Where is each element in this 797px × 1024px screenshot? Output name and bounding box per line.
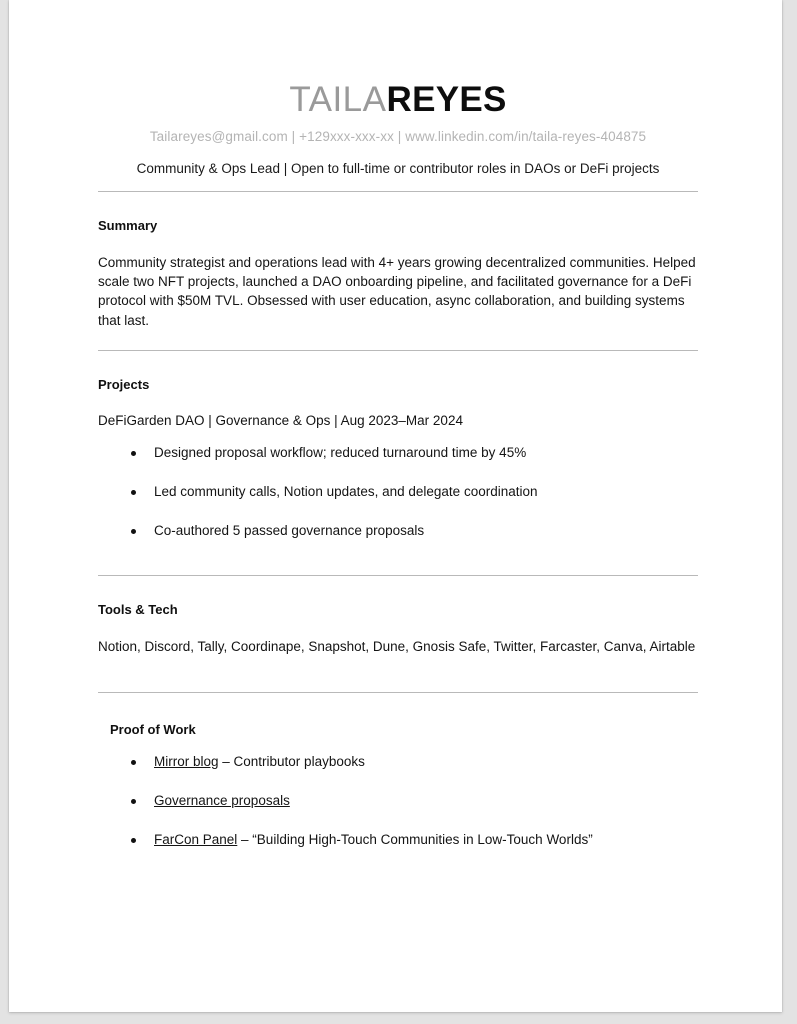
section-projects: [98, 377, 698, 540]
bullet-dot-icon: [131, 799, 136, 804]
bullet-dot-icon: [131, 529, 136, 534]
bullet-dot-icon: [131, 451, 136, 456]
section-heading-proof-of-work: Proof of Work: [110, 722, 196, 738]
proof-of-work-list: [98, 753, 698, 849]
section-heading-projects: Projects: [98, 376, 150, 392]
divider-after-projects: [98, 575, 698, 576]
list-item: [98, 522, 698, 540]
proof-link-description: – Contributor playbooks: [218, 754, 365, 770]
resume-name: [98, 82, 698, 117]
contact-line[interactable]: Tailareyes@gmail.com | +129xxx-xxx-xx | www.linkedin.com/in/taila-reyes-404875: [149, 129, 647, 144]
bullet-text: Led community calls, Notion updates, and delegate coordination: [154, 483, 538, 499]
proof-link-mirror-blog[interactable]: Mirror blog: [154, 754, 219, 770]
list-item: [98, 444, 698, 462]
list-item: [98, 792, 698, 810]
proof-link-governance-proposals[interactable]: Governance proposals: [154, 793, 290, 809]
document-content: [98, 0, 698, 849]
bullet-dot-icon: [131, 490, 136, 495]
bullet-dot-icon: [131, 838, 136, 843]
bullet-text: Designed proposal workflow; reduced turnaround time by 45%: [154, 444, 527, 460]
list-item: [98, 753, 698, 771]
summary-paragraph: Community strategist and operations lead with 4+ years growing decentralized communities. Helped scale two NFT projects, launched a DAO onboarding pipeline, and facilitated governance for a DeFi protocol with $50M TVL. Obsessed with user education, async collaboration, and building systems that last.: [98, 255, 696, 328]
document-sheet: [9, 0, 782, 1012]
tools-list: Notion, Discord, Tally, Coordinape, Snapshot, Dune, Gnosis Safe, Twitter, Farcaster, Canva, Airtable: [98, 638, 696, 654]
list-item: [98, 831, 698, 849]
section-heading-tools: Tools & Tech: [98, 601, 178, 617]
headline-tagline: Community & Ops Lead | Open to full-time or contributor roles in DAOs or DeFi projects: [136, 161, 660, 176]
bullet-dot-icon: [131, 760, 136, 765]
project-entry-title: DeFiGarden DAO | Governance & Ops | Aug 2023–Mar 2024: [98, 412, 463, 428]
project-bullet-list: [98, 444, 698, 540]
divider-header: [98, 191, 698, 192]
section-summary: [98, 218, 698, 330]
name-last: REYES: [386, 80, 507, 119]
proof-link-farcon-panel[interactable]: FarCon Panel: [154, 832, 238, 848]
bullet-text: Co-authored 5 passed governance proposals: [154, 522, 425, 538]
section-heading-summary: Summary: [98, 218, 158, 233]
divider-after-tools: [98, 692, 698, 693]
proof-link-description: – “Building High-Touch Communities in Low-Touch Worlds”: [237, 832, 593, 848]
section-proof-of-work: [98, 722, 698, 849]
list-item: [98, 483, 698, 501]
divider-after-summary: [98, 350, 698, 351]
name-first: TAILA: [289, 80, 387, 119]
section-tools: [98, 602, 698, 656]
